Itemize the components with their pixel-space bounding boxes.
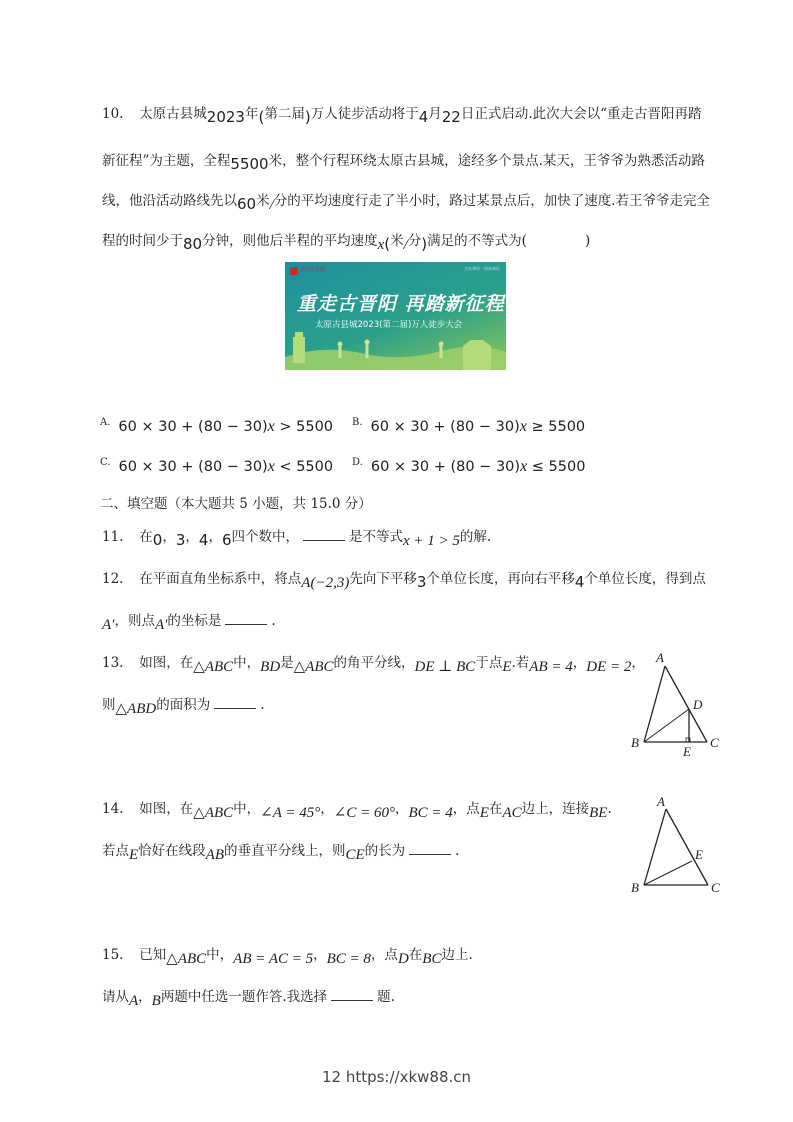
text: 两题中任选一题作答.我选择 (160, 989, 328, 1005)
option-a[interactable] (100, 418, 333, 436)
q10-line-3 (102, 190, 710, 211)
answer-blank[interactable] (409, 840, 451, 855)
q14-triangle-figure (625, 792, 730, 897)
option-relation: > 5500 (274, 419, 334, 435)
option-relation: ≥ 5500 (526, 419, 586, 435)
text: ， (320, 801, 334, 817)
text: ， (138, 989, 152, 1005)
q14-line-1 (102, 799, 612, 819)
q12-line-1 (102, 568, 706, 589)
text: 年 (244, 106, 259, 122)
option-expr: 60 × 30 + (80 − 30) (118, 459, 268, 475)
text: ， (631, 655, 645, 671)
text: 满足的不等式为( (427, 233, 527, 249)
paren: ) (421, 235, 428, 253)
option-relation: ≤ 5500 (527, 459, 586, 475)
text: 在平面直角坐标系中，将点 (139, 571, 302, 587)
math: D (397, 951, 409, 967)
q13-line-1 (102, 653, 645, 673)
math: E (479, 805, 489, 821)
text: 已知 (139, 947, 167, 963)
option-relation: < 5500 (274, 459, 334, 475)
text: 程的时间少于 (102, 233, 183, 249)
text: ，点 (452, 801, 480, 817)
number: 0 (152, 531, 163, 549)
variable-x: x (520, 458, 528, 475)
math: △ABC (293, 659, 334, 675)
q14-line-2 (102, 840, 459, 861)
math: AC (502, 805, 522, 821)
slash: / (269, 197, 274, 213)
footer-url[interactable]: https://xkw88.cn (345, 1068, 472, 1086)
option-expr: 60 × 30 + (80 − 30) (370, 459, 521, 475)
question-number: 10. (102, 106, 124, 122)
text: 米 (256, 193, 270, 209)
q13-triangle-figure (625, 645, 730, 760)
minutes: 80 (183, 235, 203, 253)
option-label: B. (352, 417, 363, 428)
option-b[interactable] (352, 418, 585, 436)
point-a-prime: A′ (154, 617, 168, 633)
math: BC (422, 951, 442, 967)
text: 中， (233, 801, 261, 817)
variable-x: x (267, 418, 275, 435)
text: 中， (206, 947, 234, 963)
number: 4 (574, 573, 585, 591)
slash: / (403, 237, 408, 253)
text: 的坐标是 (167, 613, 222, 629)
page-footer (0, 1068, 793, 1086)
number: 6 (221, 531, 232, 549)
text: 日正式启动.此次大会以“重走古晋阳再踏 (460, 106, 702, 122)
text: 分 (407, 233, 422, 249)
paren: ) (304, 108, 311, 126)
year: 2023 (206, 108, 245, 126)
text: 边上. (441, 947, 473, 963)
text: .若 (511, 655, 530, 671)
q15-line-2 (102, 986, 395, 1007)
text: 米 (390, 233, 404, 249)
math: BC = 8 (326, 951, 371, 967)
question-number: 13. (102, 655, 124, 671)
text: ， (185, 529, 199, 545)
math: △ABC (193, 659, 234, 675)
q10-line-1 (102, 103, 702, 124)
q10-line-2 (102, 150, 705, 171)
q13-line-2 (102, 694, 265, 715)
answer-blank[interactable] (331, 986, 373, 1001)
math: CE (345, 847, 365, 863)
text: ， (208, 529, 222, 545)
math: B (151, 993, 161, 1009)
label-b: B (631, 880, 639, 895)
paren: ( (384, 235, 391, 253)
question-number: 12. (102, 571, 124, 587)
banner-subtitle: 太原古县城2023(第二届)万人徒步大会 (315, 320, 463, 330)
text: ， (313, 947, 327, 963)
text: 恰好在线段 (138, 843, 206, 859)
text: ， (162, 529, 176, 545)
text: ) (584, 233, 591, 249)
text: 四个数中， (231, 529, 299, 545)
banner-title: 重走古晋阳 再踏新征程 (297, 293, 505, 315)
text: 题. (377, 989, 395, 1005)
text: ，点 (370, 947, 398, 963)
text: 的解. (459, 529, 492, 545)
math: △ABD (115, 701, 157, 717)
point-a: A(−2,3) (301, 575, 350, 591)
text: . (271, 613, 276, 629)
math: BE (589, 805, 608, 821)
math: DE ⊥ BC (414, 659, 476, 675)
text: 是 (280, 655, 294, 671)
banner-logo-text: 太原古县城 (300, 267, 326, 273)
q12-line-2 (102, 610, 276, 631)
text: 个单位长度，再向右平移 (426, 571, 575, 587)
text: ，则点 (114, 613, 155, 629)
month: 4 (418, 108, 429, 126)
math: BC = 4 (408, 805, 453, 821)
math: E (129, 847, 139, 863)
text: ， (572, 655, 587, 671)
text: 若点 (102, 843, 129, 859)
speed: 60 (237, 195, 257, 213)
variable-x: x (377, 237, 385, 253)
text: 线，他沿活动路线先以 (102, 193, 237, 209)
math: AB (205, 847, 224, 863)
text: 在 (488, 801, 503, 817)
distance: 5500 (230, 155, 269, 173)
text: 边上，连接 (521, 801, 590, 817)
number: 3 (416, 573, 427, 591)
text: 第二届 (264, 106, 305, 122)
text: 是不等式 (348, 529, 403, 545)
text: 在 (139, 529, 153, 545)
math: BD (260, 659, 281, 675)
question-number: 11. (102, 529, 124, 545)
text: 于点 (475, 655, 503, 671)
math: A (129, 993, 139, 1009)
text: 个单位长度，得到点 (584, 571, 706, 587)
day: 22 (441, 108, 461, 126)
label-c: C (710, 735, 719, 750)
label-a: A (657, 794, 665, 809)
q10-line-4 (102, 230, 590, 251)
variable-x: x (519, 418, 527, 435)
text: 分的平均速度行走了半小时，路过某景点后，加快了速度.若王爷爷走完全 (273, 193, 711, 209)
math: AB = 4 (529, 659, 573, 675)
text: 万人徒步活动将于 (310, 106, 419, 122)
event-banner-image (285, 262, 506, 370)
inequality: x + 1 > 5 (402, 533, 460, 549)
math: △ABC (193, 805, 234, 821)
text: 太原古县城 (139, 106, 207, 122)
walkers-skyline-icon (285, 262, 506, 370)
point-a-prime: A′ (102, 617, 115, 633)
text: 的垂直平分线上，则 (224, 843, 346, 859)
page-number: 12 (321, 1068, 342, 1086)
option-label: D. (352, 457, 363, 468)
text: . (260, 697, 265, 713)
text: 的面积为 (156, 697, 211, 713)
q11-line (102, 526, 491, 547)
math: △ABC (166, 951, 207, 967)
text: 月 (428, 106, 442, 122)
text: 如图，在 (139, 801, 194, 817)
option-c[interactable] (100, 458, 333, 476)
text: 在 (408, 947, 423, 963)
text: 则 (102, 697, 116, 713)
option-label: C. (100, 457, 111, 468)
variable-x: x (267, 458, 275, 475)
math: DE = 2 (586, 659, 632, 675)
text: . (455, 843, 460, 859)
label-d: D (693, 697, 703, 712)
option-label: A. (100, 417, 111, 428)
text: . (607, 801, 612, 817)
text: 如图，在 (139, 655, 194, 671)
label-e: E (683, 744, 691, 759)
text: 的长为 (364, 843, 406, 859)
text: 的角平分线， (333, 655, 415, 671)
option-expr: 60 × 30 + (80 − 30) (370, 419, 520, 435)
text: 新征程”为主题，全程 (102, 153, 231, 169)
q15-line-1 (102, 945, 473, 965)
text: 中， (233, 655, 261, 671)
question-number: 15. (102, 947, 124, 963)
answer-blank[interactable] (225, 610, 267, 625)
math: ∠C = 60° (333, 805, 395, 821)
text: 先向下平移 (349, 571, 417, 587)
math: ∠A = 45° (260, 805, 321, 821)
text: ， (394, 801, 409, 817)
text: 米，整个行程环绕太原古县城，途经多个景点.某天，王爷爷为熟悉活动路 (268, 153, 705, 169)
math: E (502, 659, 512, 675)
label-e: E (695, 847, 703, 862)
number: 4 (198, 531, 209, 549)
math: AB = AC = 5 (233, 951, 314, 967)
answer-blank[interactable] (303, 526, 345, 541)
paren: ( (258, 108, 265, 126)
text: 分钟，则他后半程的平均速度 (202, 233, 378, 249)
option-d[interactable] (352, 458, 585, 476)
label-b: B (631, 735, 639, 750)
banner-small-text: 主办单位 · 协办单位 (464, 266, 500, 271)
answer-blank[interactable] (214, 694, 256, 709)
option-expr: 60 × 30 + (80 − 30) (118, 419, 268, 435)
number: 3 (175, 531, 186, 549)
section-heading: 二、填空题（本大题共 5 小题，共 15.0 分） (100, 496, 372, 512)
label-c: C (711, 880, 720, 895)
label-a: A (656, 650, 664, 665)
text: 请从 (102, 989, 129, 1005)
question-number: 14. (102, 801, 124, 817)
